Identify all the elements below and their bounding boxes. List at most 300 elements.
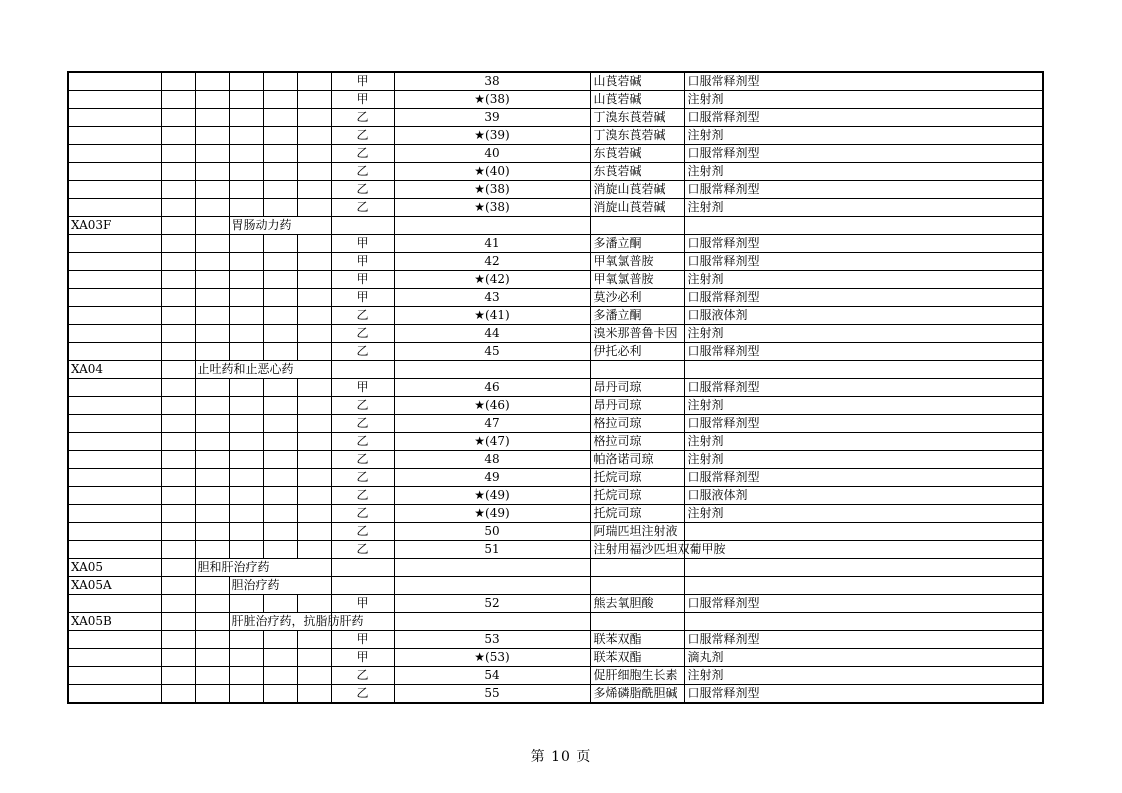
empty-cell: [297, 595, 331, 613]
drug-name-cell: 丁溴东莨菪碱: [590, 127, 684, 145]
drug-name-cell: [590, 361, 684, 379]
empty-cell: [161, 487, 195, 505]
empty-cell: [297, 127, 331, 145]
drug-code-cell: [68, 325, 161, 343]
drug-code-cell: [68, 127, 161, 145]
table-row: [68, 289, 1043, 307]
empty-cell: [161, 541, 195, 559]
drug-number-cell: 38: [394, 72, 590, 91]
empty-cell: [195, 199, 229, 217]
drug-code-cell: [68, 487, 161, 505]
empty-cell: [263, 181, 297, 199]
empty-cell: [229, 595, 263, 613]
drug-category-cell: 乙: [331, 109, 394, 127]
drug-name-cell: 联苯双酯: [590, 649, 684, 667]
empty-cell: [229, 667, 263, 685]
empty-cell: [195, 523, 229, 541]
empty-cell: [195, 469, 229, 487]
dosage-form-cell: 口服常释剂型: [684, 145, 1043, 163]
table-row: [68, 235, 1043, 253]
dosage-form-cell: 口服液体剂: [684, 307, 1043, 325]
drug-category-cell: [331, 217, 394, 235]
empty-cell: [161, 667, 195, 685]
empty-cell: [297, 199, 331, 217]
drug-category-cell: 乙: [331, 181, 394, 199]
drug-category-cell: 乙: [331, 199, 394, 217]
empty-cell: [229, 163, 263, 181]
table-row: [68, 487, 1043, 505]
table-row: [68, 397, 1043, 415]
drug-category-cell: 乙: [331, 127, 394, 145]
drug-code-cell: [68, 163, 161, 181]
empty-cell: [195, 685, 229, 704]
drug-category-cell: 甲: [331, 253, 394, 271]
empty-cell: [161, 199, 195, 217]
dosage-form-cell: 口服常释剂型: [684, 469, 1043, 487]
empty-cell: [263, 145, 297, 163]
drug-number-cell: 51: [394, 541, 590, 559]
dosage-form-cell: 口服常释剂型: [684, 343, 1043, 361]
drug-number-cell: ★(41): [394, 307, 590, 325]
drug-number-cell: 50: [394, 523, 590, 541]
empty-cell: [297, 253, 331, 271]
empty-cell: [161, 253, 195, 271]
empty-cell: [297, 91, 331, 109]
empty-cell: [161, 109, 195, 127]
empty-cell: [195, 613, 229, 631]
page-number: 第 10 页: [530, 749, 592, 765]
drug-name-cell: 昂丹司琼: [590, 379, 684, 397]
empty-cell: [195, 253, 229, 271]
drug-code-cell: [68, 397, 161, 415]
drug-category-cell: 甲: [331, 271, 394, 289]
empty-cell: [297, 72, 331, 91]
drug-name-cell: 多潘立酮: [590, 307, 684, 325]
table-row: [68, 505, 1043, 523]
table-row: [68, 577, 1043, 595]
drug-category-cell: [331, 361, 394, 379]
empty-cell: [263, 307, 297, 325]
drug-code-cell: [68, 649, 161, 667]
empty-cell: [161, 217, 195, 235]
empty-cell: [263, 127, 297, 145]
category-level1-cell: 止吐药和止恶心药: [195, 361, 331, 379]
dosage-form-cell: 注射剂: [684, 505, 1043, 523]
category-level2-cell: 胆治疗药: [229, 577, 331, 595]
drug-number-cell: ★(49): [394, 505, 590, 523]
empty-cell: [229, 541, 263, 559]
empty-cell: [195, 217, 229, 235]
empty-cell: [229, 199, 263, 217]
drug-number-cell: ★(46): [394, 397, 590, 415]
empty-cell: [229, 235, 263, 253]
drug-number-cell: 49: [394, 469, 590, 487]
empty-cell: [263, 109, 297, 127]
category-level2-cell: 胃肠动力药: [229, 217, 331, 235]
empty-cell: [229, 487, 263, 505]
drug-category-cell: 甲: [331, 235, 394, 253]
table-row: [68, 217, 1043, 235]
dosage-form-cell: 注射剂: [684, 433, 1043, 451]
empty-cell: [229, 397, 263, 415]
empty-cell: [161, 361, 195, 379]
drug-number-cell: 40: [394, 145, 590, 163]
dosage-form-cell: 注射剂: [684, 397, 1043, 415]
dosage-form-cell: 注射剂: [684, 667, 1043, 685]
empty-cell: [161, 523, 195, 541]
drug-code-cell: [68, 91, 161, 109]
drug-category-cell: 乙: [331, 523, 394, 541]
dosage-form-cell: 口服常释剂型: [684, 109, 1043, 127]
table-row: [68, 325, 1043, 343]
drug-number-cell: ★(39): [394, 127, 590, 145]
drug-category-cell: 乙: [331, 667, 394, 685]
drug-category-cell: [331, 577, 394, 595]
empty-cell: [263, 289, 297, 307]
dosage-form-cell: 口服常释剂型: [684, 253, 1043, 271]
table-row: [68, 613, 1043, 631]
empty-cell: [195, 91, 229, 109]
drug-number-cell: ★(49): [394, 487, 590, 505]
table-row: [68, 343, 1043, 361]
table-row: [68, 451, 1043, 469]
drug-code-cell: [68, 541, 161, 559]
empty-cell: [195, 631, 229, 649]
table-row: [68, 181, 1043, 199]
empty-cell: [161, 559, 195, 577]
empty-cell: [195, 487, 229, 505]
empty-cell: [263, 523, 297, 541]
empty-cell: [161, 577, 195, 595]
empty-cell: [161, 595, 195, 613]
drug-name-cell: 阿瑞匹坦注射液: [590, 523, 684, 541]
table-row: [68, 667, 1043, 685]
table-body: [68, 72, 1043, 703]
empty-cell: [297, 631, 331, 649]
drug-name-cell: 托烷司琼: [590, 505, 684, 523]
empty-cell: [263, 91, 297, 109]
drug-list-table: [67, 71, 1044, 704]
empty-cell: [161, 451, 195, 469]
drug-number-cell: [394, 217, 590, 235]
drug-name-cell: 促肝细胞生长素: [590, 667, 684, 685]
empty-cell: [195, 451, 229, 469]
empty-cell: [263, 253, 297, 271]
empty-cell: [297, 649, 331, 667]
dosage-form-cell: [684, 361, 1043, 379]
empty-cell: [263, 163, 297, 181]
empty-cell: [297, 523, 331, 541]
drug-category-cell: 乙: [331, 307, 394, 325]
empty-cell: [263, 433, 297, 451]
empty-cell: [263, 505, 297, 523]
drug-code-cell: [68, 271, 161, 289]
empty-cell: [297, 109, 331, 127]
drug-category-cell: 乙: [331, 451, 394, 469]
empty-cell: [229, 127, 263, 145]
drug-category-cell: 甲: [331, 72, 394, 91]
drug-category-cell: 甲: [331, 379, 394, 397]
drug-code-cell: [68, 505, 161, 523]
empty-cell: [263, 469, 297, 487]
dosage-form-cell: 注射剂: [684, 127, 1043, 145]
empty-cell: [161, 307, 195, 325]
empty-cell: [195, 163, 229, 181]
table-row: [68, 685, 1043, 704]
drug-number-cell: [394, 361, 590, 379]
drug-name-cell: 山莨菪碱: [590, 72, 684, 91]
drug-number-cell: 48: [394, 451, 590, 469]
table-row: [68, 91, 1043, 109]
drug-code-cell: [68, 667, 161, 685]
drug-code-cell: [68, 415, 161, 433]
drug-code-cell: [68, 523, 161, 541]
empty-cell: [161, 415, 195, 433]
dosage-form-cell: 注射剂: [684, 163, 1043, 181]
drug-category-cell: 甲: [331, 595, 394, 613]
drug-number-cell: ★(47): [394, 433, 590, 451]
table-row: [68, 163, 1043, 181]
empty-cell: [161, 181, 195, 199]
empty-cell: [297, 271, 331, 289]
empty-cell: [297, 487, 331, 505]
drug-number-cell: 54: [394, 667, 590, 685]
table-row: [68, 433, 1043, 451]
drug-code-cell: [68, 343, 161, 361]
empty-cell: [297, 541, 331, 559]
drug-category-cell: 乙: [331, 415, 394, 433]
empty-cell: [229, 631, 263, 649]
empty-cell: [263, 271, 297, 289]
dosage-form-cell: 口服常释剂型: [684, 631, 1043, 649]
empty-cell: [195, 145, 229, 163]
empty-cell: [161, 325, 195, 343]
empty-cell: [161, 613, 195, 631]
dosage-form-cell: [684, 541, 1043, 559]
drug-category-cell: 乙: [331, 505, 394, 523]
empty-cell: [229, 505, 263, 523]
empty-cell: [195, 379, 229, 397]
drug-name-cell: [590, 217, 684, 235]
dosage-form-cell: [684, 613, 1043, 631]
table-row: [68, 72, 1043, 91]
category-level1-cell: 胆和肝治疗药: [195, 559, 331, 577]
empty-cell: [195, 181, 229, 199]
empty-cell: [229, 91, 263, 109]
empty-cell: [161, 685, 195, 704]
empty-cell: [195, 415, 229, 433]
drug-name-cell: 丁溴东莨菪碱: [590, 109, 684, 127]
empty-cell: [263, 397, 297, 415]
empty-cell: [195, 289, 229, 307]
dosage-form-cell: 口服常释剂型: [684, 72, 1043, 91]
dosage-form-cell: 注射剂: [684, 199, 1043, 217]
drug-number-cell: 43: [394, 289, 590, 307]
empty-cell: [263, 595, 297, 613]
empty-cell: [195, 271, 229, 289]
drug-code-cell: [68, 72, 161, 91]
drug-code-cell: [68, 685, 161, 704]
drug-number-cell: [394, 559, 590, 577]
empty-cell: [229, 469, 263, 487]
empty-cell: [229, 379, 263, 397]
drug-category-cell: 乙: [331, 487, 394, 505]
drug-name-cell: 多潘立酮: [590, 235, 684, 253]
drug-category-cell: 乙: [331, 343, 394, 361]
empty-cell: [229, 685, 263, 704]
empty-cell: [229, 343, 263, 361]
drug-code-cell: [68, 199, 161, 217]
empty-cell: [161, 145, 195, 163]
empty-cell: [263, 415, 297, 433]
empty-cell: [297, 451, 331, 469]
empty-cell: [161, 163, 195, 181]
dosage-form-cell: [684, 217, 1043, 235]
drug-category-cell: 乙: [331, 325, 394, 343]
empty-cell: [195, 127, 229, 145]
drug-number-cell: 39: [394, 109, 590, 127]
drug-code-cell: [68, 181, 161, 199]
drug-category-cell: 乙: [331, 685, 394, 704]
empty-cell: [263, 72, 297, 91]
drug-code-cell: [68, 451, 161, 469]
empty-cell: [195, 307, 229, 325]
empty-cell: [297, 415, 331, 433]
empty-cell: [161, 649, 195, 667]
table-row: [68, 127, 1043, 145]
drug-code-cell: XA03F: [68, 217, 161, 235]
drug-name-cell: 多烯磷脂酰胆碱: [590, 685, 684, 704]
table-row: [68, 523, 1043, 541]
drug-category-cell: [331, 559, 394, 577]
dosage-form-cell: [684, 523, 1043, 541]
dosage-form-cell: 口服常释剂型: [684, 685, 1043, 704]
drug-number-cell: 44: [394, 325, 590, 343]
drug-number-cell: 45: [394, 343, 590, 361]
drug-code-cell: [68, 235, 161, 253]
dosage-form-cell: 口服常释剂型: [684, 181, 1043, 199]
dosage-form-cell: 滴丸剂: [684, 649, 1043, 667]
drug-code-cell: XA04: [68, 361, 161, 379]
drug-name-cell: 帕洛诺司琼: [590, 451, 684, 469]
empty-cell: [229, 289, 263, 307]
empty-cell: [161, 72, 195, 91]
dosage-form-cell: 口服常释剂型: [684, 235, 1043, 253]
drug-name-cell: [590, 559, 684, 577]
drug-name-cell: 托烷司琼: [590, 487, 684, 505]
empty-cell: [297, 505, 331, 523]
table-row: [68, 559, 1043, 577]
drug-category-cell: 乙: [331, 469, 394, 487]
empty-cell: [263, 325, 297, 343]
drug-number-cell: ★(38): [394, 181, 590, 199]
drug-code-cell: [68, 289, 161, 307]
empty-cell: [297, 235, 331, 253]
empty-cell: [263, 343, 297, 361]
dosage-form-cell: 口服常释剂型: [684, 379, 1043, 397]
dosage-form-cell: 口服常释剂型: [684, 595, 1043, 613]
drug-code-cell: [68, 145, 161, 163]
drug-number-cell: 46: [394, 379, 590, 397]
empty-cell: [297, 307, 331, 325]
table-row: [68, 253, 1043, 271]
empty-cell: [195, 433, 229, 451]
drug-name-cell: 格拉司琼: [590, 433, 684, 451]
drug-code-cell: [68, 379, 161, 397]
dosage-form-cell: 注射剂: [684, 325, 1043, 343]
table-row: [68, 379, 1043, 397]
drug-code-cell: [68, 253, 161, 271]
empty-cell: [229, 649, 263, 667]
empty-cell: [229, 415, 263, 433]
drug-category-cell: 甲: [331, 289, 394, 307]
dosage-form-cell: 注射剂: [684, 271, 1043, 289]
drug-name-cell: 莫沙必利: [590, 289, 684, 307]
drug-number-cell: 42: [394, 253, 590, 271]
empty-cell: [229, 433, 263, 451]
drug-category-cell: 乙: [331, 397, 394, 415]
drug-name-cell: [590, 577, 684, 595]
empty-cell: [263, 631, 297, 649]
empty-cell: [263, 199, 297, 217]
drug-name-cell: 联苯双酯: [590, 631, 684, 649]
empty-cell: [297, 667, 331, 685]
drug-category-cell: 乙: [331, 433, 394, 451]
empty-cell: [195, 667, 229, 685]
empty-cell: [229, 523, 263, 541]
empty-cell: [229, 181, 263, 199]
empty-cell: [297, 325, 331, 343]
drug-name-cell: 甲氧氯普胺: [590, 271, 684, 289]
drug-number-cell: [394, 577, 590, 595]
drug-name-cell: 伊托必利: [590, 343, 684, 361]
drug-name-cell: 注射用福沙匹坦双葡甲胺: [590, 541, 684, 559]
empty-cell: [229, 253, 263, 271]
dosage-form-cell: 口服液体剂: [684, 487, 1043, 505]
table-row: [68, 415, 1043, 433]
empty-cell: [263, 685, 297, 704]
category-level2-cell: 肝脏治疗药，抗脂肪肝药: [229, 613, 331, 631]
drug-number-cell: 53: [394, 631, 590, 649]
drug-code-cell: XA05A: [68, 577, 161, 595]
dosage-form-cell: 口服常释剂型: [684, 415, 1043, 433]
drug-code-cell: XA05: [68, 559, 161, 577]
empty-cell: [297, 289, 331, 307]
empty-cell: [195, 109, 229, 127]
empty-cell: [229, 271, 263, 289]
empty-cell: [161, 397, 195, 415]
drug-number-cell: 47: [394, 415, 590, 433]
drug-number-cell: ★(38): [394, 91, 590, 109]
empty-cell: [297, 163, 331, 181]
drug-code-cell: [68, 595, 161, 613]
empty-cell: [195, 595, 229, 613]
empty-cell: [297, 145, 331, 163]
empty-cell: [297, 181, 331, 199]
empty-cell: [297, 433, 331, 451]
table-row: [68, 199, 1043, 217]
dosage-form-cell: [684, 577, 1043, 595]
empty-cell: [263, 649, 297, 667]
table-row: [68, 631, 1043, 649]
empty-cell: [161, 271, 195, 289]
table-row: [68, 649, 1043, 667]
drug-name-cell: 东莨菪碱: [590, 163, 684, 181]
drug-number-cell: 55: [394, 685, 590, 704]
empty-cell: [161, 127, 195, 145]
dosage-form-cell: 口服常释剂型: [684, 289, 1043, 307]
empty-cell: [195, 235, 229, 253]
